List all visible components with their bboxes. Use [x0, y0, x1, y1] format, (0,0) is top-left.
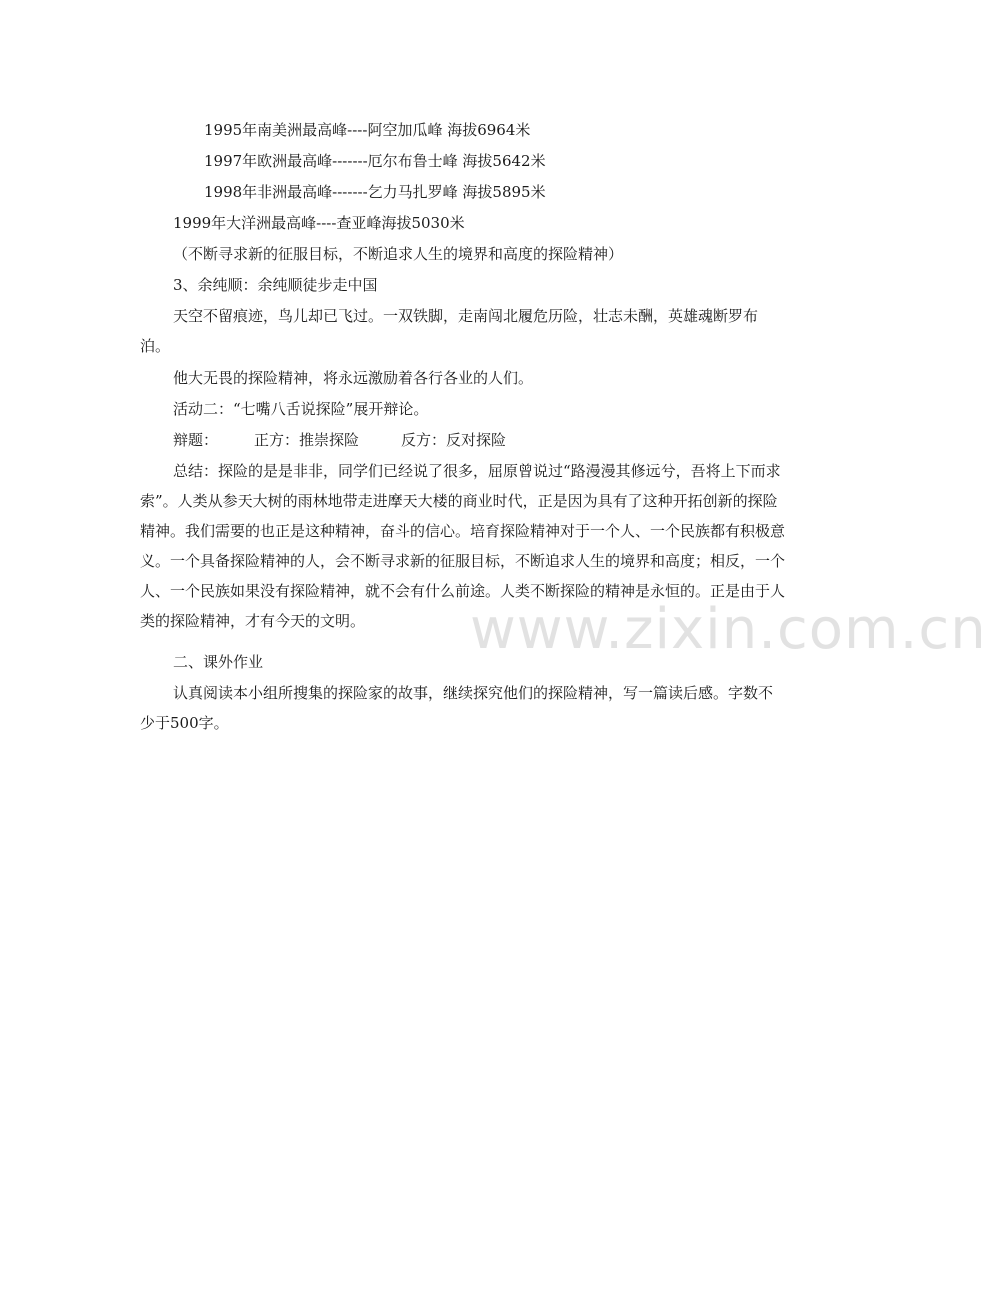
debate-pro: 正方：推崇探险 — [254, 431, 360, 449]
peak-1997-line: 1997年欧洲最高峰-------厄尔布鲁士峰 海拔5642米 — [204, 152, 546, 170]
spirit-note: （不断寻求新的征服目标，不断追求人生的境界和高度的探险精神） — [173, 245, 624, 263]
homework-body: 认真阅读本小组所搜集的探险家的故事，继续探究他们的探险精神，写一篇读后感。字数不少于500字。 — [140, 684, 774, 732]
section-heading-yu: 3、余纯顺：余纯顺徒步走中国 — [173, 276, 378, 294]
activity-two-heading: 活动二：“七嘴八舌说探险”展开辩论。 — [173, 400, 429, 418]
peak-1998-line: 1998年非洲最高峰-------乞力马扎罗峰 海拔5895米 — [204, 183, 546, 201]
summary-paragraph: 总结：探险的是是非非，同学们已经说了很多，屈原曾说过“路漫漫其修远兮，吾将上下而求索”。人类从参天大树的雨林地带走进摩天大楼的商业时代，正是因为具有了这种开拓创新的探险精神。我们需要的也正是这种精神，奋斗的信心。培育探险精神对于一个人、一个民族都有积极意义。一个具备探险精神的人，会不断寻求新的征服目标，不断追求人生的境界和高度；相反，一个人、一个民族如果没有探险精神，就不会有什么前途。人类不断探险的精神是永恒的。正是由于人类的探险精神，才有今天的文明。 — [140, 462, 786, 630]
watermark: www.zixin.com.cn — [470, 597, 987, 662]
paragraph-sky: 天空不留痕迹，鸟儿却已飞过。一双铁脚，走南闯北履危历险，壮志未酬，英雄魂断罗布泊。 — [140, 307, 759, 355]
peak-1995-line: 1995年南美洲最高峰----阿空加瓜峰 海拔6964米 — [204, 121, 531, 139]
homework-heading: 二、课外作业 — [173, 653, 264, 671]
peak-1999-line: 1999年大洋洲最高峰----查亚峰海拔5030米 — [173, 214, 465, 232]
debate-con: 反方：反对探险 — [401, 431, 507, 449]
paragraph-spirit: 他大无畏的探险精神，将永远激励着各行各业的人们。 — [173, 369, 534, 387]
debate-label: 辩题： — [173, 431, 219, 449]
debate-line — [173, 430, 506, 450]
